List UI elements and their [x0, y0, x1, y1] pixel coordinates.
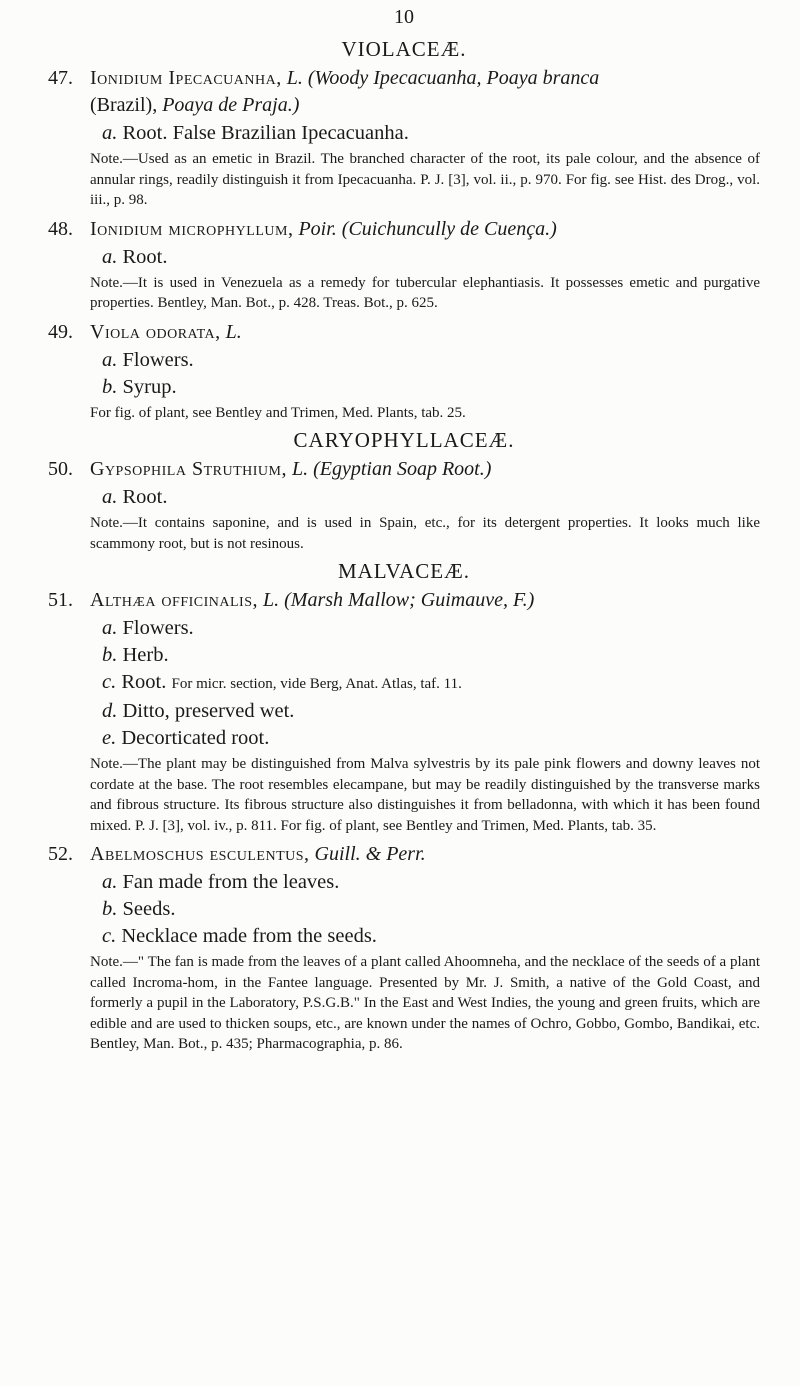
species-name: Viola odorata,	[90, 320, 221, 343]
common-name-alt: Poaya de Praja.)	[162, 94, 300, 116]
authority: L.	[225, 320, 242, 343]
authority: L.	[286, 67, 303, 89]
entry-heading	[90, 841, 760, 868]
entry-note: Note.—The plant may be distinguished from Malva sylvestris by its pale pink flowers and downy leaves not cordate at the base. The root resembles elecampane, but may be readily distinguished by the transverse marks and fibrous structure. Its fibrous structure also distinguishes it from belladonna, with which it has been found mixed. P. J. [3], vol. iv., p. 811. For fig. of plant, see Bentley and Trimen, Med. Plants, tab. 35.	[90, 756, 760, 834]
list-item: a. Flowers.	[102, 617, 194, 639]
species-name: Gypsophila Struthium,	[90, 458, 287, 480]
entry-number: 51.	[48, 589, 73, 611]
common-name: (Woody Ipecacuanha, Poaya branca	[307, 67, 600, 89]
entry-number: 47.	[48, 67, 73, 89]
species-name: Abelmoschus esculentus,	[90, 843, 310, 865]
authority: Guill. & Perr.	[314, 843, 426, 865]
list-item: b. Syrup.	[102, 375, 177, 398]
list-item: c. Root. For micr. section, vide Berg, Anat. Atlas, taf. 11.	[102, 671, 462, 693]
entry-heading	[90, 587, 760, 614]
entry-number: 48.	[48, 217, 73, 240]
common-name-region: (Brazil),	[90, 94, 158, 116]
species-name: Althæa officinalis,	[90, 589, 258, 611]
species-name: Ionidium microphyllum,	[90, 217, 294, 240]
list-item: c. Necklace made from the seeds.	[102, 925, 377, 947]
entry-number: 49.	[48, 320, 73, 343]
list-item: a. Root.	[102, 486, 168, 508]
common-name: (Marsh Mallow; Guimauve, F.)	[284, 589, 535, 611]
list-item: a. Root.	[102, 245, 168, 268]
entry-number: 50.	[48, 458, 73, 480]
family-heading-malvaceae: MALVACEÆ.	[337, 559, 471, 583]
entry-heading	[90, 216, 760, 243]
list-item: b. Herb.	[102, 644, 169, 666]
family-heading-caryophyllaceae: CARYOPHYLLACEÆ.	[293, 428, 515, 452]
item-citation: For micr. section, vide Berg, Anat. Atlas, taf. 11.	[171, 676, 462, 692]
family-heading-violaceae: VIOLACEÆ.	[341, 37, 467, 61]
common-name: (Egyptian Soap Root.)	[313, 458, 492, 480]
list-item: a. Root. False Brazilian Ipecacuanha.	[102, 122, 409, 144]
entry-note: Note.—" The fan is made from the leaves of a plant called Ahoomneha, and the necklace of the seeds of a plant called Incroma-hom, in the Fantee language. Presented by Mr. J. Smith, a native of the Gold Coast, and formerly a pupil in the Laboratory, P.S.G.B." In the East and West Indies, the young and green fruits, which are edible and are used to thicken soups, etc., are known under the names of Ochro, Gobbo, Gombo, Bandikai, etc. Bentley, Man. Bot., p. 435; Pharmacographia, p. 86.	[90, 954, 760, 1052]
entry-note: Note.—It is used in Venezuela as a remedy for tubercular elephantiasis. It possesses emetic and purgative properties. Bentley, Man. Bot., p. 428. Treas. Bot., p. 625.	[90, 274, 760, 311]
entry-note: For fig. of plant, see Bentley and Trimen, Med. Plants, tab. 25.	[90, 404, 466, 421]
list-item: b. Seeds.	[102, 898, 176, 920]
entry-50	[48, 456, 760, 554]
species-name: Ionidium Ipecacuanha,	[90, 67, 282, 89]
list-item: d. Ditto, preserved wet.	[102, 700, 295, 722]
entry-47	[48, 65, 760, 211]
entry-52	[48, 841, 760, 1055]
common-name: (Cuichuncully de Cuença.)	[341, 217, 557, 240]
page-number: 10	[394, 6, 414, 28]
list-item: a. Fan made from the leaves.	[102, 871, 340, 893]
entry-heading	[90, 65, 760, 119]
entry-49	[48, 319, 760, 424]
entry-note: Note.—It contains saponine, and is used in Spain, etc., for its detergent properties. It looks much like scammony root, but is not resinous.	[90, 515, 760, 552]
entry-number: 52.	[48, 843, 73, 865]
entry-heading	[90, 456, 760, 483]
entry-48	[48, 216, 760, 314]
list-item: a. Flowers.	[102, 348, 194, 371]
entry-note: Note.—Used as an emetic in Brazil. The branched character of the root, its pale colour, and the absence of annular rings, readily distinguish it from Ipecacuanha. P. J. [3], vol. ii., p. 970. For fig. see Hist. des Drog., vol. iii., p. 98.	[90, 151, 760, 208]
list-item: e. Decorticated root.	[102, 727, 270, 749]
entry-51	[48, 587, 760, 836]
authority: Poir.	[298, 217, 337, 240]
authority: L.	[263, 589, 280, 611]
entry-heading	[90, 319, 760, 346]
authority: L.	[291, 458, 309, 480]
